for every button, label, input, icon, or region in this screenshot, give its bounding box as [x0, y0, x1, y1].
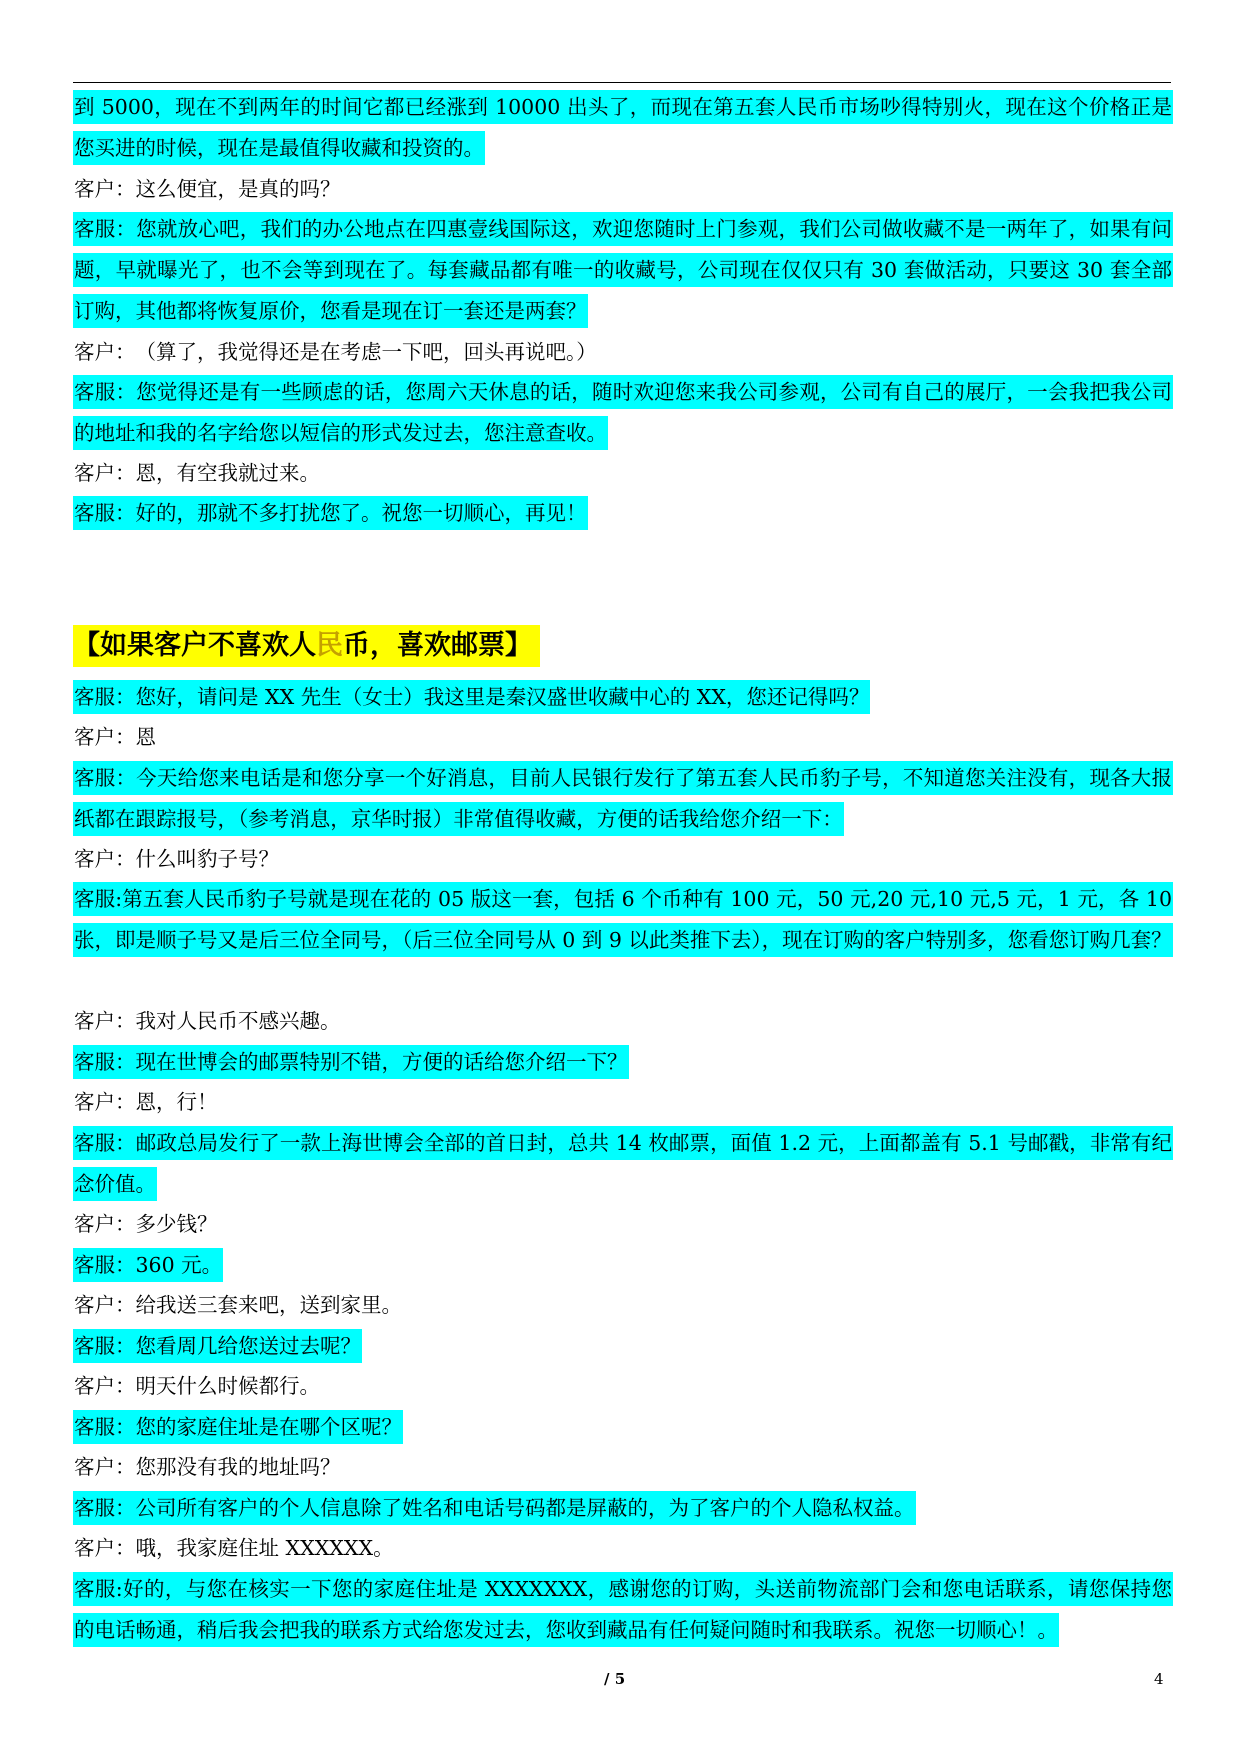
section-heading — [73, 625, 540, 667]
service-line: 客服：您看周几给您送过去呢？ — [73, 1326, 1173, 1367]
service-line: 客服:第五套人民币豹子号就是现在花的 05 版这一套，包括 6 个币种有 100 元，50 元,20 元,10 元,5 元，1 元，各 10 张，即是顺子号又是后三位全同号，（后三位全同号从 0 到 9 以此类推下去），现在订购的客户特别多，您看您订购几套？ — [73, 879, 1173, 961]
service-line: 客服：您好，请问是 XX 先生（女士）我这里是秦汉盛世收藏中心的 XX，您还记得吗？ — [73, 677, 1173, 718]
service-line: 客服：现在世博会的邮票特别不错，方便的话给您介绍一下？ — [73, 1042, 1173, 1083]
service-line: 客服：您就放心吧，我们的办公地点在四惠壹线国际这，欢迎您随时上门参观，我们公司做收藏不是一两年了，如果有问题，早就曝光了，也不会等到现在了。每套藏品都有唯一的收藏号，公司现在仅仅只有 30 套做活动，只要这 30 套全部订购，其他都将恢复原价，您看是现在订一套还是两套？ — [73, 209, 1173, 332]
customer-line: 客户：明天什么时候都行。 — [74, 1374, 320, 1398]
customer-line: 客户：哦，我家庭住址 XXXXXX。 — [74, 1536, 394, 1560]
service-line: 客服:好的，与您在核实一下您的家庭住址是 XXXXXXX，感谢您的订购，头送前物流部门会和您电话联系，请您保持您的电话畅通，稍后我会把我的联系方式给您发过去，您收到藏品有任何疑问随时和我联系。祝您一切顺心！。 — [73, 1569, 1173, 1651]
heading-part: 币，喜欢邮票】 — [343, 630, 532, 661]
service-line: 到 5000，现在不到两年的时间它都已经涨到 10000 出头了，而现在第五套人民币市场吵得特别火，现在这个价格正是您买进的时候，现在是最值得收藏和投资的。 — [73, 87, 1173, 169]
customer-line: 客户：恩 — [74, 725, 156, 749]
customer-line: 客户：什么叫豹子号？ — [74, 847, 279, 871]
service-line: 客服：今天给您来电话是和您分享一个好消息，目前人民银行发行了第五套人民币豹子号，不知道您关注没有，现各大报纸都在跟踪报号，（参考消息，京华时报）非常值得收藏，方便的话我给您介绍一下： — [73, 758, 1173, 840]
service-line: 客服：360 元。 — [73, 1245, 1173, 1286]
service-line: 客服：邮政总局发行了一款上海世博会全部的首日封，总共 14 枚邮票，面值 1.2 元，上面都盖有 5.1 号邮戳，非常有纪念价值。 — [73, 1123, 1173, 1205]
service-line: 客服：公司所有客户的个人信息除了姓名和电话号码都是屏蔽的，为了客户的个人隐私权益。 — [73, 1488, 1173, 1529]
customer-line: 客户： （算了，我觉得还是在考虑一下吧，回头再说吧。） — [74, 340, 597, 364]
service-line: 客服：您觉得还是有一些顾虑的话，您周六天休息的话，随时欢迎您来我公司参观，公司有自己的展厅，一会我把我公司的地址和我的名字给您以短信的形式发过去，您注意查收。 — [73, 372, 1173, 454]
customer-line: 客户：多少钱？ — [74, 1212, 218, 1236]
heading-part: 【如果客户不喜欢人 — [73, 630, 316, 661]
service-line: 客服：您的家庭住址是在哪个区呢？ — [73, 1407, 1173, 1448]
customer-line: 客户：您那没有我的地址吗？ — [74, 1455, 341, 1479]
customer-line: 客户：我对人民币不感兴趣。 — [74, 1009, 341, 1033]
customer-line: 客户：恩，行！ — [74, 1090, 218, 1114]
top-rule — [73, 82, 1171, 83]
customer-line: 客户：这么便宜，是真的吗？ — [74, 177, 341, 201]
service-line: 客服：好的，那就不多打扰您了。祝您一切顺心，再见！ — [73, 493, 1173, 534]
page-number: 4 — [1154, 1670, 1164, 1688]
customer-line: 客户：给我送三套来吧，送到家里。 — [74, 1293, 402, 1317]
heading-part-accent: 民 — [316, 630, 343, 661]
customer-line: 客户：恩，有空我就过来。 — [74, 461, 320, 485]
page-total: / 5 — [604, 1670, 626, 1688]
